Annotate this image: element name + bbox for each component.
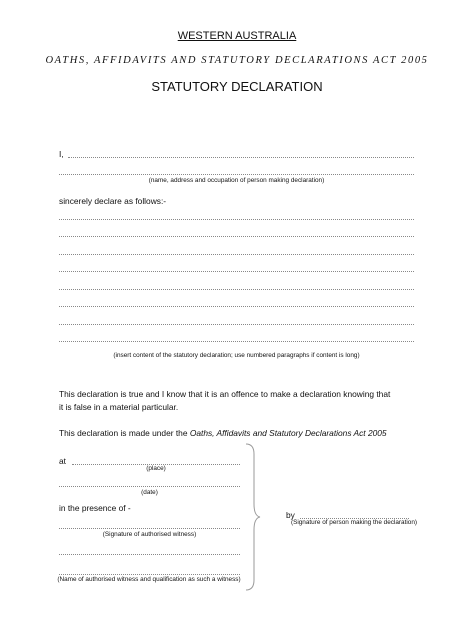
by-label: by — [286, 510, 295, 520]
made-under-statement — [59, 428, 387, 438]
content-caption: (insert content of the statutory declaration; use numbered paragraphs if content is long) — [113, 352, 360, 359]
declarant-caption: (name, address and occupation of person making declaration) — [148, 177, 325, 184]
witness-name-line-2[interactable] — [59, 574, 240, 575]
presence-label: in the presence of - — [59, 503, 131, 513]
declarant-signature-caption: (Signature of person making the declaration) — [290, 519, 418, 526]
witness-name-line-1[interactable] — [59, 554, 240, 555]
declarant-name-line[interactable] — [68, 157, 414, 158]
content-line-5[interactable] — [59, 289, 414, 290]
witness-signature-line[interactable] — [59, 528, 240, 529]
witness-signature-caption: (Signature of authorised witness) — [102, 531, 197, 538]
content-line-6[interactable] — [59, 306, 414, 307]
content-line-2[interactable] — [59, 236, 414, 237]
declarant-address-line[interactable] — [59, 174, 414, 175]
at-label: at — [59, 456, 66, 466]
witness-name-caption: (Name of authorised witness and qualification as such a witness) — [57, 576, 241, 583]
act-heading: OATHS, AFFIDAVITS AND STATUTORY DECLARATIONS ACT 2005 — [45, 55, 429, 66]
made-under-act: Oaths, Affidavits and Statutory Declarations Act 2005 — [189, 428, 387, 438]
content-line-3[interactable] — [59, 254, 414, 255]
content-line-7[interactable] — [59, 324, 414, 325]
state-heading: WESTERN AUSTRALIA — [177, 30, 297, 42]
statement-line-2: it is false in a material particular. — [59, 402, 179, 412]
statement-line-1: This declaration is true and I know that it is an offence to make a declaration knowing that — [59, 389, 391, 399]
declarant-prefix: I, — [59, 149, 64, 159]
declare-lead: sincerely declare as follows:- — [59, 196, 167, 206]
content-line-4[interactable] — [59, 271, 414, 272]
form-title: STATUTORY DECLARATION — [151, 79, 323, 94]
brace-icon — [244, 442, 262, 592]
content-line-8[interactable] — [59, 341, 414, 342]
place-caption: (place) — [146, 465, 166, 472]
content-line-1[interactable] — [59, 219, 414, 220]
date-caption: (date) — [141, 489, 158, 496]
made-under-lead: This declaration is made under the — [59, 428, 190, 438]
date-line[interactable] — [59, 486, 240, 487]
